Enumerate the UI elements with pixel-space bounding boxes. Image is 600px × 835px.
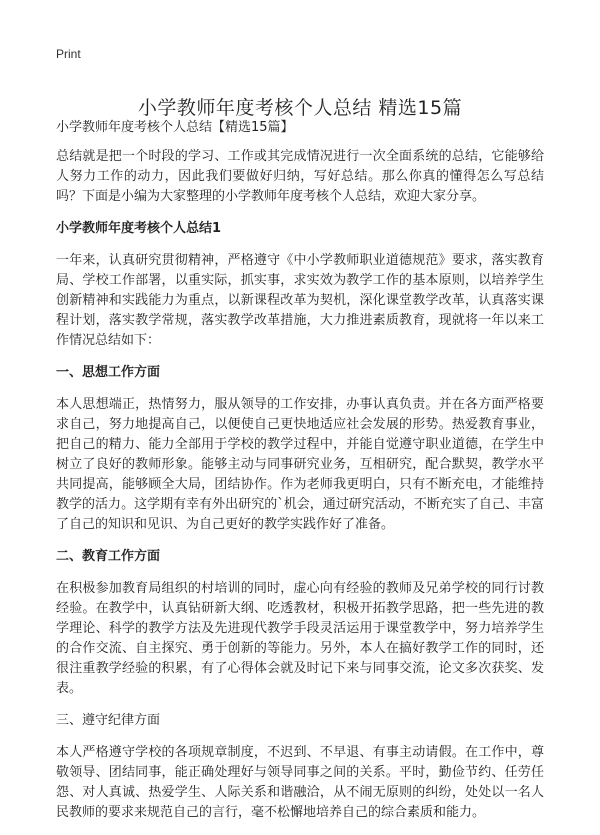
section-heading-discipline: 三、遵守纪律方面 — [56, 713, 161, 728]
document-subtitle: 小学教师年度考核个人总结【精选15篇】 — [56, 120, 294, 135]
page-title: 小学教师年度考核个人总结 精选15篇 — [137, 96, 463, 119]
paragraph-discipline: 本人严格遵守学校的各项规章制度，不迟到、不早退、有事主动请假。在工作中，尊敬领导、团结同事，能正确处理好与领导同事之间的关系。平时，勤俭节约、任劳任怨、对人真诚、热爱学生、人际关系和谐融洽，从不闹无原则的纠纷，处处以一名人民教师的要求来规范自己的言行，毫不松懈地培养自己的综合素质和能力。 — [56, 745, 544, 820]
print-link[interactable]: Print — [56, 47, 81, 61]
paragraph-teaching: 在积极参加教育局组织的村培训的同时，虚心向有经验的教师及兄弟学校的同行讨教经验。在教学中，认真钻研新大纲、吃透教材，积极开拓教学思路，把一些先进的教学理论、科学的教学方法及先进现代教学手段灵活运用于课堂教学中，努力培养学生的合作交流、自主探究、勇于创新的等能力。另外，本人在搞好教学工作的同时，还很注重教学经验的积累，有了心得体会就及时记下来与同事交流，论文多次获奖、发表。 — [56, 581, 544, 696]
section-heading-thought: 一、思想工作方面 — [56, 365, 161, 380]
paragraph-thought: 本人思想端正，热情努力，服从领导的工作安排，办事认真负责。并在各方面严格要求自己，努力地提高自己，以便使自己更快地适应社会发展的形势。热爱教育事业，把自己的精力、能力全部用于学校的教学过程中，并能自觉遵守职业道德，在学生中树立了良好的教师形象。能够主动与同事研究业务，互相研究，配合默契，教学水平共同提高，能够顾全大局，团结协作。作为老师我更明白，只有不断充电，才能维持教学的活力。这学期有幸有外出研究的`机会，通过研究活动，不断充实了自己、丰富了自己的知识和见识、为自己更好的教学实践作好了准备。 — [56, 397, 544, 532]
paragraph-overview: 一年来，认真研究贯彻精神，严格遵守《中小学教师职业道德规范》要求，落实教育局、学校工作部署，以重实际，抓实事，求实效为教学工作的基本原则，以培养学生创新精神和实践能力为重点，以新课程改革为契机，深化课堂教学改革，认真落实课程计划，落实教学常规，落实教学改革措施，大力推进素质教育，现就将一年以来工作情况总结如下： — [56, 253, 544, 348]
article-heading: 小学教师年度考核个人总结1 — [56, 221, 222, 236]
section-heading-teaching: 二、教育工作方面 — [56, 549, 161, 564]
intro-paragraph: 总结就是把一个时段的学习、工作或其完成情况进行一次全面系统的总结，它能够给人努力工作的动力，因此我们要做好归纳，写好总结。那么你真的懂得怎么写总结吗？下面是小编为大家整理的小学教师年度考核个人总结，欢迎大家分享。 — [56, 149, 544, 204]
document-body — [56, 118, 544, 835]
